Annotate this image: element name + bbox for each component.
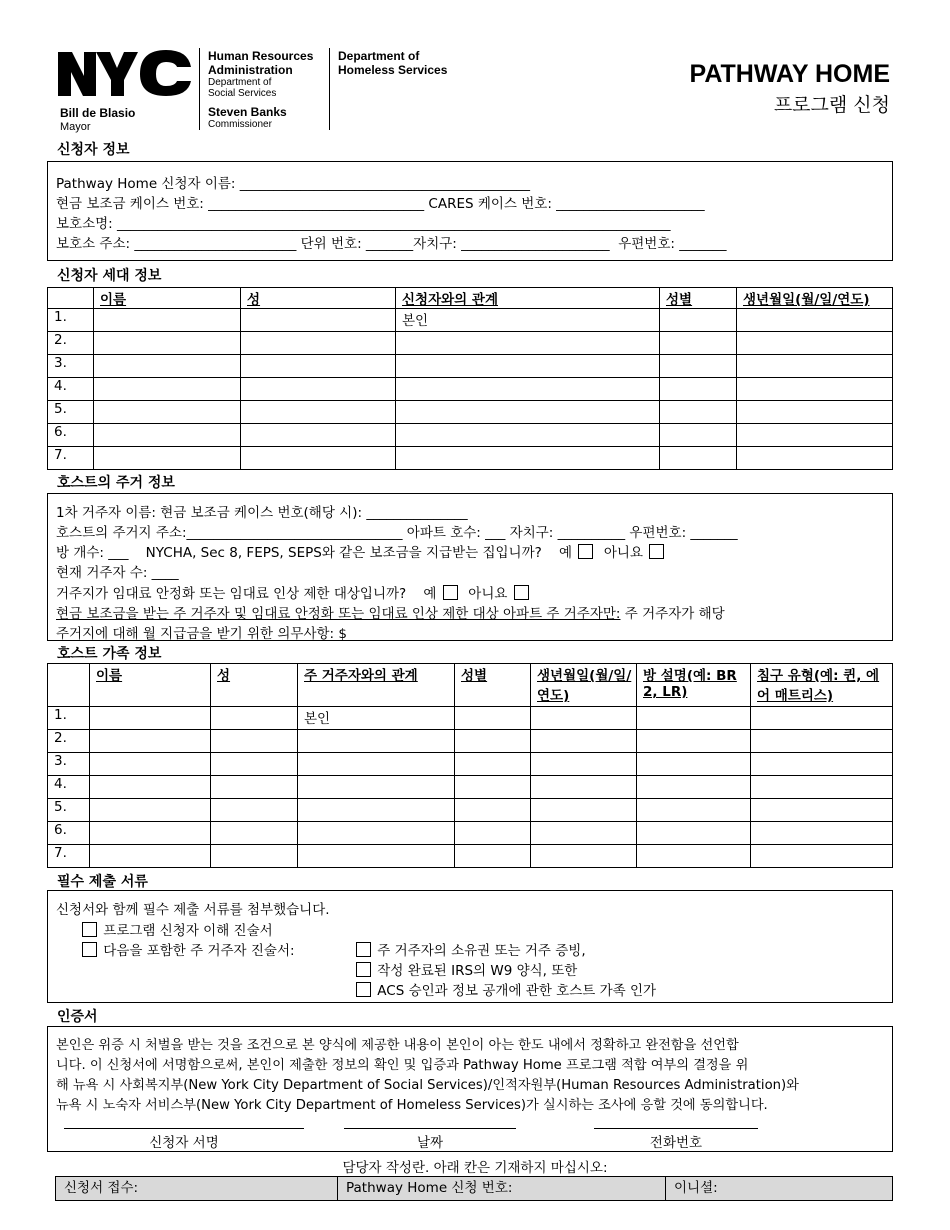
rent-stabilized-line: 거주지가 임대료 안정화 또는 임대료 인상 제한 대상입니까? 예 아니요 [56, 582, 531, 602]
date-line[interactable] [344, 1128, 516, 1129]
col-dob: 생년월일(월/일/연도) [531, 664, 637, 707]
documents-intro: 신청서와 함께 필수 제출 서류를 첨부했습니다. [56, 902, 330, 918]
applicant-info-box [47, 161, 893, 261]
col-relation: 주 거주자와의 관계 [298, 664, 455, 707]
initials-field: 이니셜: [674, 1180, 718, 1196]
hra-name-2: Administration [208, 63, 293, 77]
commissioner-name: Steven Banks [208, 105, 287, 119]
table-row: 4. [48, 776, 893, 799]
subsidy-no-checkbox[interactable] [649, 544, 664, 559]
col-gender: 성별 [455, 664, 531, 707]
documents-box [47, 890, 893, 1003]
host-address-line[interactable]: 호스트의 주거지 주소:________________________________ 아파트 호수: ___ 자치구: __________ 우편번호: _______ [56, 525, 738, 541]
table-row: 3. [48, 753, 893, 776]
doc-2-checkbox[interactable] [82, 942, 97, 957]
table-row: 1. 본인 [48, 707, 893, 730]
col-last-name: 성 [241, 288, 396, 309]
applicant-name-line[interactable]: Pathway Home 신청자 이름: ___________________________________________ [56, 176, 530, 192]
cert-text-3: 해 뉴욕 시 사회복지부(New York City Department of Social Services)/인적자원부(Human Resources Administration)와 [56, 1078, 799, 1093]
header-divider-2 [329, 48, 330, 130]
signature-label: 신청자 서명 [149, 1135, 219, 1151]
table-header-row [48, 664, 893, 707]
mayor-name: Bill de Blasio [60, 106, 136, 120]
cert-text-1: 본인은 위증 시 처벌을 받는 것을 조건으로 본 양식에 제공한 내용이 본인이 아는 한도 내에서 정확하고 완전함을 선언합 [56, 1038, 739, 1053]
rent-no-checkbox[interactable] [514, 585, 529, 600]
rent-yes-checkbox[interactable] [443, 585, 458, 600]
doc-sub-2-checkbox[interactable] [356, 962, 371, 977]
case-number-line[interactable]: 현금 보조금 케이스 번호: ________________________________ CARES 케이스 번호: ______________________ [56, 196, 705, 212]
doc-sub-1-checkbox[interactable] [356, 942, 371, 957]
documents-heading: 필수 제출 서류 [57, 874, 148, 890]
col-first-name: 이름 [90, 664, 211, 707]
office-use-row [55, 1176, 893, 1201]
table-header-row [48, 288, 893, 309]
shelter-name-line[interactable]: 보호소명: __________________________________________________________________________________ [56, 216, 671, 232]
doc-sub-1: 주 거주자의 소유권 또는 거주 증빙, [354, 939, 586, 959]
office-use-notice: 담당자 작성란. 아래 칸은 기재하지 마십시오: [342, 1160, 608, 1176]
host-residence-heading: 호스트의 주거 정보 [57, 475, 175, 491]
doc-item-1: 프로그램 신청자 이해 진술서 [80, 919, 273, 939]
household-heading: 신청자 세대 정보 [57, 268, 162, 284]
doc-item-2: 다음을 포함한 주 거주자 진술서: [80, 939, 295, 959]
table-row: 7. [48, 845, 893, 868]
signature-line[interactable] [64, 1128, 304, 1129]
host-family-heading: 호스트 가족 정보 [57, 646, 162, 662]
table-row: 5. [48, 401, 893, 424]
table-row: 4. [48, 378, 893, 401]
host-family-table [47, 663, 893, 868]
monthly-payment-line[interactable]: 주거지에 대해 월 지급금을 받기 위한 의무사항: $_______ [56, 626, 395, 642]
household-table [47, 287, 893, 470]
primary-resident-line[interactable]: 1차 거주자 이름: 현금 보조금 케이스 번호(해당 시): _______________ [56, 505, 468, 521]
table-row: 6. [48, 822, 893, 845]
commissioner-title: Commissioner [208, 119, 272, 130]
col-gender: 성별 [660, 288, 737, 309]
hra-name-1: Human Resources [208, 49, 314, 63]
doc-1-checkbox[interactable] [82, 922, 97, 937]
col-bedding: 침구 유형(예: 퀸, 에어 매트리스) [751, 664, 893, 707]
hra-block [208, 49, 313, 130]
phone-line[interactable] [594, 1128, 758, 1129]
table-row: 7. [48, 447, 893, 470]
doc-sub-3: ACS 승인과 정보 공개에 관한 호스트 가족 인가 [354, 979, 656, 999]
col-first-name: 이름 [94, 288, 241, 309]
shelter-address-line[interactable]: 보호소 주소: ________________________ 단위 번호: _______자치구: ______________________ 우편번호: _______ [56, 236, 727, 252]
dhs-name-2: Homeless Services [338, 63, 448, 77]
page-title: PATHWAY HOME [689, 60, 890, 88]
table-row: 1. 본인 [48, 309, 893, 332]
hra-dept-1: Department of [208, 77, 272, 88]
phone-label: 전화번호 [649, 1135, 703, 1151]
table-row: 2. [48, 730, 893, 753]
mayor-title: Mayor [60, 121, 91, 133]
applicant-info-heading: 신청자 정보 [57, 142, 130, 158]
date-label: 날짜 [416, 1135, 444, 1151]
col-relation: 신청자와의 관계 [396, 288, 660, 309]
doc-sub-2: 작성 완료된 IRS의 W9 양식, 또한 [354, 959, 577, 979]
col-room: 방 설명(예: BR 2, LR) [637, 664, 751, 707]
cert-text-4: 뉴욕 시 노숙자 서비스부(New York City Department of Homeless Services)가 실시하는 조사에 응할 것에 동의합니다. [56, 1098, 768, 1113]
dhs-block [338, 49, 447, 77]
obligation-line: 현금 보조금을 받는 주 거주자 및 임대료 안정화 또는 임대료 인상 제한 대상 아파트 주 거주자만: 주 거주자가 해당 [56, 606, 725, 622]
header-divider [199, 48, 200, 130]
rooms-subsidy-line: 방 개수: ___ NYCHA, Sec 8, FEPS, SEPS와 같은 보조금을 지급받는 집입니까? 예 아니요 [56, 541, 666, 561]
received-field: 신청서 접수: [56, 1177, 338, 1200]
subsidy-yes-checkbox[interactable] [578, 544, 593, 559]
certification-heading: 인증서 [57, 1009, 98, 1025]
doc-sub-3-checkbox[interactable] [356, 982, 371, 997]
occupants-line[interactable]: 현재 거주자 수: ____ [56, 565, 179, 581]
dhs-name-1: Department of [338, 49, 420, 63]
table-row: 6. [48, 424, 893, 447]
table-row: 3. [48, 355, 893, 378]
hra-dept-2: Social Services [208, 88, 277, 99]
table-row: 2. [48, 332, 893, 355]
application-number-field: Pathway Home 신청 번호: [338, 1177, 666, 1200]
page-subtitle: 프로그램 신청 [773, 94, 890, 116]
nyc-logo [58, 50, 191, 96]
host-residence-box [47, 493, 893, 641]
cert-text-2: 니다. 이 신청서에 서명함으로써, 본인이 제출한 정보의 확인 및 입증과 Pathway Home 프로그램 적합 여부의 결정을 위 [56, 1058, 749, 1073]
col-last-name: 성 [211, 664, 298, 707]
table-row: 5. [48, 799, 893, 822]
col-dob: 생년월일(월/일/연도) [737, 288, 893, 309]
certification-box [47, 1026, 893, 1152]
